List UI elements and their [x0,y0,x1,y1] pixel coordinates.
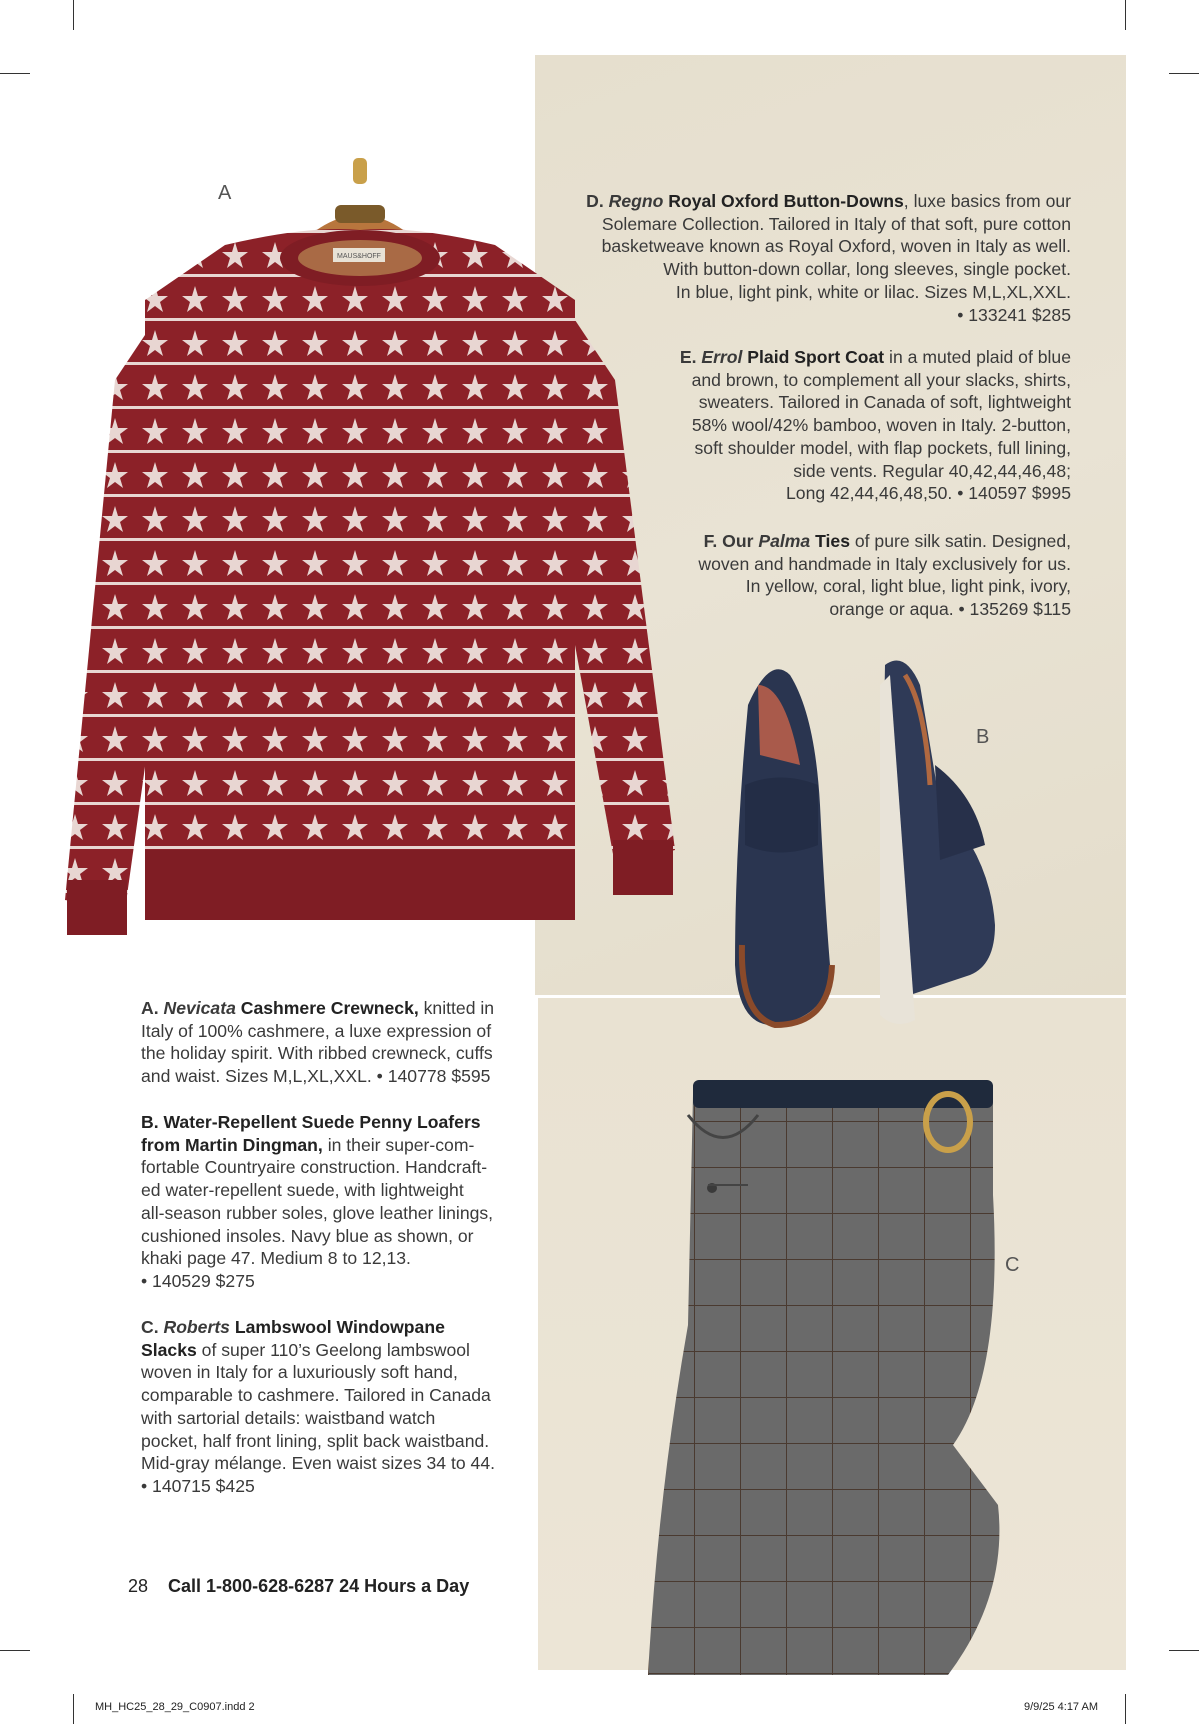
item-b-line: ed water-repellent suede, with lightweight [141,1180,464,1201]
crop-mark [73,0,74,30]
item-c-line: • 140715 $425 [141,1475,255,1496]
item-f-line: In yellow, coral, light blue, light pink, ivory, [745,576,1071,597]
item-a-name-italic: Nevicata [163,998,236,1018]
item-b-line: khaki page 47. Medium 8 to 12,13. [141,1248,411,1269]
item-c-line: comparable to cashmere. Tailored in Canada [141,1385,491,1406]
item-c-line: of super 110’s Geelong lambswool [196,1339,470,1360]
item-c-name: Lambswool Windowpane [229,1317,445,1337]
item-e-name-italic: Errol [701,347,743,367]
item-c-line: pocket, half front lining, split back waistband. [141,1430,490,1451]
item-b-line: • 140529 $275 [141,1270,255,1291]
item-c-line: Mid-gray mélange. Even waist sizes 34 to 44. [141,1453,495,1474]
item-d-line: Solemare Collection. Tailored in Italy of that soft, pure cotton [601,213,1071,234]
item-e-prefix: E. [679,347,702,367]
item-a-line: Italy of 100% cashmere, a luxe expression of [141,1020,492,1041]
item-f-description [600,530,1071,621]
hanger-label: MAUS&HOFF [337,253,381,260]
item-f-prefix: F. Our [703,531,759,551]
item-c-line: woven in Italy for a luxuriously soft hand, [141,1362,458,1383]
item-c-description [141,1316,541,1498]
loafers-image [730,645,1030,1040]
label-c: C [1005,1254,1020,1276]
item-d-line: , luxe basics from our [903,191,1071,211]
item-c-prefix: C. [141,1317,164,1337]
crop-mark [1169,73,1199,74]
item-b-line: all-season rubber soles, glove leather linings, [141,1202,494,1223]
page-number: 28 [128,1576,149,1596]
item-f-name: Ties [810,531,850,551]
item-e-line: in a muted plaid of blue [884,347,1071,367]
item-c-title: Slacks [141,1339,197,1360]
item-a-name: Cashmere Crewneck, [235,998,419,1018]
item-b-line: in their super-com- [322,1134,475,1155]
item-e-line: and brown, to complement all your slacks, shirts, [691,369,1071,390]
item-e-description [560,346,1071,505]
item-e-line: 58% wool/42% bamboo, woven in Italy. 2-button, [691,415,1071,436]
item-d-line: • 133241 $285 [957,304,1071,325]
item-c-line: with sartorial details: waistband watch [141,1407,436,1428]
item-a-line: knitted in [418,998,495,1018]
item-d-line: In blue, light pink, white or lilac. Sizes M,L,XL,XXL. [675,281,1071,302]
label-b: B [976,726,990,748]
item-d-line: With button-down collar, long sleeves, single pocket. [663,259,1071,280]
item-e-line: Long 42,44,46,48,50. • 140597 $995 [786,483,1071,504]
item-e-line: soft shoulder model, with flap pockets, full lining, [694,437,1071,458]
item-d-description [540,190,1071,326]
item-a-line: and waist. Sizes M,L,XL,XXL. • 140778 $595 [141,1066,491,1087]
item-b-title: B. Water-Repellent Suede Penny Loafers [141,1112,481,1132]
item-e-line: side vents. Regular 40,42,44,46,48; [793,460,1071,481]
item-e-name: Plaid Sport Coat [742,347,885,367]
item-f-line: woven and handmade in Italy exclusively for us. [698,553,1071,574]
crop-mark [1169,1650,1199,1651]
crop-mark [1125,0,1126,30]
crop-mark [0,1650,30,1651]
item-a-prefix: A. [141,998,164,1018]
item-d-prefix: D. [586,191,609,211]
slacks-image [648,1075,1008,1675]
item-a-line: the holiday spirit. With ribbed crewneck, cuffs [141,1043,493,1064]
item-f-line: of pure silk satin. Designed, [849,531,1071,551]
item-d-line: basketweave known as Royal Oxford, woven in Italy as well. [601,236,1071,257]
slug-file: MH_HC25_28_29_C0907.indd 2 [95,1701,255,1713]
label-a: A [218,182,232,204]
item-b-description [141,1111,541,1293]
item-d-name-italic: Regno [608,191,664,211]
slug-date: 9/9/25 4:17 AM [1024,1701,1098,1713]
item-a-description [141,997,541,1088]
crop-mark [73,1694,74,1724]
item-d-name: Royal Oxford Button-Downs [663,191,904,211]
item-e-line: sweaters. Tailored in Canada of soft, lightweight [698,392,1071,413]
crop-mark [1125,1694,1126,1724]
item-b-line: fortable Countryaire construction. Handcraft- [141,1157,488,1178]
item-f-name-italic: Palma [758,531,811,551]
item-b-title: from Martin Dingman, [141,1134,323,1155]
footer-phone: Call 1-800-628-6287 24 Hours a Day [168,1576,470,1596]
item-b-line: cushioned insoles. Navy blue as shown, or [141,1225,474,1246]
item-c-name-italic: Roberts [163,1317,230,1337]
crop-mark [0,73,30,74]
item-f-line: orange or aqua. • 135269 $115 [829,599,1071,620]
footer-call [128,1576,469,1597]
